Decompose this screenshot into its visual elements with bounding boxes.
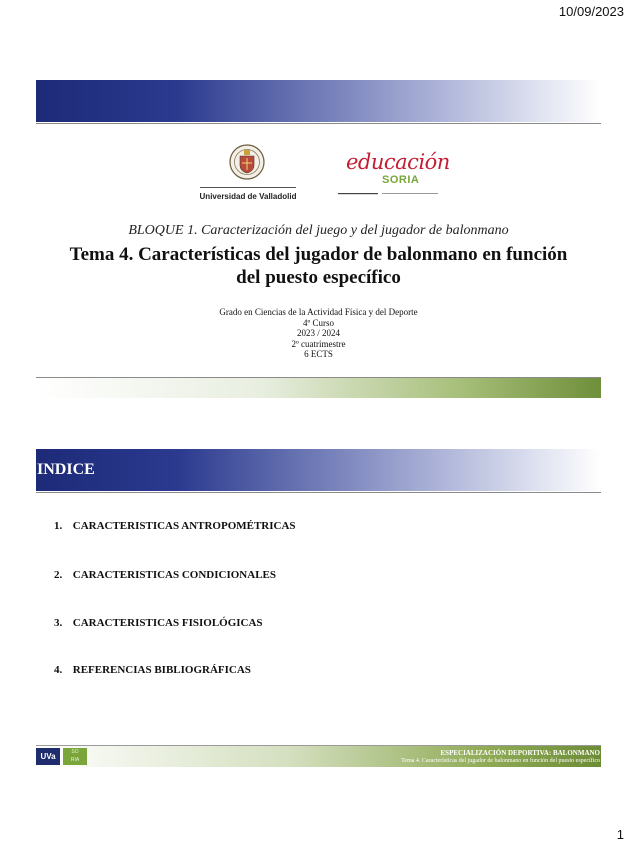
index-title: INDICE [37, 461, 95, 478]
index-item [54, 617, 574, 629]
edu-tagline-mark [338, 192, 442, 195]
page-number: 1 [616, 827, 624, 842]
uva-logo [198, 144, 298, 206]
course-credits: 6 ECTS [304, 349, 333, 359]
educacion-soria-logo [338, 150, 450, 200]
index-item-label: CARACTERISTICAS CONDICIONALES [72, 569, 276, 581]
slide1-header-rule [36, 123, 601, 124]
slide1-header-band [36, 80, 601, 122]
slide2-footer-rule [36, 745, 601, 746]
uva-seal-icon [229, 144, 265, 180]
course-degree: Grado en Ciencias de la Actividad Física y del Deporte [219, 307, 418, 317]
index-item-label: CARACTERISTICAS FISIOLÓGICAS [72, 617, 263, 629]
index-item-label: REFERENCIAS BIBLIOGRÁFICAS [72, 664, 251, 676]
uva-logo-underline [200, 187, 296, 188]
index-item [54, 664, 574, 676]
print-date: 10/09/2023 [558, 4, 624, 19]
footer-topic-name: Tema 4. Características del jugador de balonmano en función del puesto específico [401, 758, 600, 764]
index-item [54, 520, 574, 532]
slide1-footer-rule [36, 377, 601, 378]
slide2-header-rule [36, 492, 601, 493]
slide2-header-band [36, 449, 601, 491]
course-semester: 2º cuatrimestre [291, 338, 346, 349]
index-item [54, 569, 574, 581]
tema-title-line1: Tema 4. Características del jugador de balonmano en función [69, 244, 568, 265]
soria-badge-line1: SO [71, 749, 79, 755]
edu-place: SORIA [382, 174, 420, 186]
tema-title-line2: del puesto específico [236, 267, 401, 288]
edu-word: educación [346, 150, 450, 174]
index-item-number: 3. [54, 617, 63, 629]
slide1-footer-band [36, 378, 601, 398]
course-year: 4º Curso [302, 317, 335, 328]
index-item-number: 2. [54, 569, 63, 581]
course-academic-year: 2023 / 2024 [296, 328, 340, 338]
index-item-label: CARACTERISTICAS ANTROPOMÉTRICAS [72, 520, 296, 532]
index-item-number: 4. [54, 664, 63, 676]
footer-course-name: ESPECIALIZACIÓN DEPORTIVA: BALONMANO [440, 749, 600, 757]
soria-badge-line2: RIA [70, 757, 80, 763]
index-item-number: 1. [54, 520, 63, 532]
soria-badge-logo [63, 748, 87, 765]
uva-name: Universidad de Valladolid [199, 192, 297, 201]
uva-badge-logo: UVa [36, 748, 60, 765]
bloque-subtitle: BLOQUE 1. Caracterización del juego y del jugador de balonmano [128, 223, 509, 238]
tema-title [60, 243, 577, 289]
course-info [36, 307, 601, 360]
